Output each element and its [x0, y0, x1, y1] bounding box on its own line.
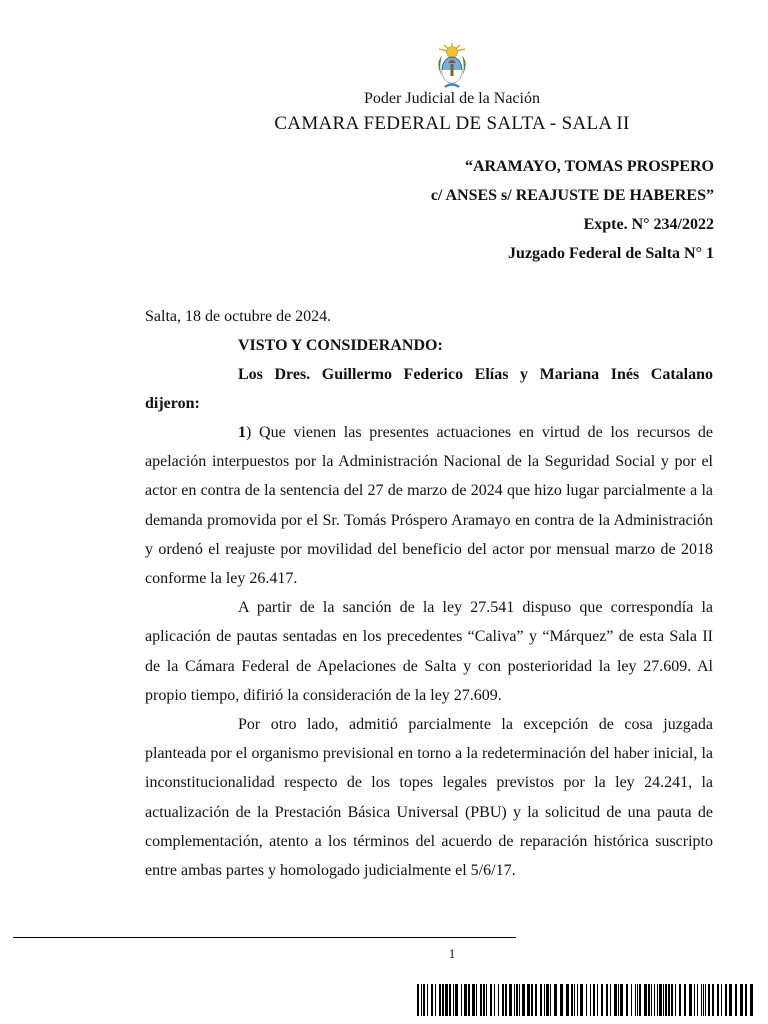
case-parties: “ARAMAYO, TOMAS PROSPERO — [464, 158, 714, 175]
decision-body — [145, 418, 713, 885]
paragraph-1 — [145, 418, 713, 593]
case-subject: c/ ANSES s/ REAJUSTE DE HABERES” — [430, 187, 714, 204]
case-file-number: Expte. N° 234/2022 — [583, 216, 714, 233]
section-heading: VISTO Y CONSIDERANDO: — [238, 337, 443, 354]
judges-line: Los Dres. Guillermo Federico Elías y Mariana Inés Catalano — [238, 366, 713, 383]
footer-divider — [13, 937, 516, 938]
page-number: 1 — [448, 946, 456, 961]
paragraph-2: A partir de la sanción de la ley 27.541 dispuso que correspondía la aplicación de pautas sentadas en los precedentes “Caliva” y “Márquez” de esta Sala II de la Cámara Federal de Apelaciones de Salta y con posterioridad la ley 27.609. Al propio tiempo, difirió la consideración de la ley 27.609. — [145, 599, 713, 704]
paragraph-3: Por otro lado, admitió parcialmente la excepción de cosa juzgada planteada por el organismo previsional en torno a la redeterminación del haber inicial, la inconstitucionalidad respecto de los topes legales previstos por la ley 24.241, la actualización de la Prestación Básica Universal (PBU) y la solicitud de una pauta de complementación, atento a los términos del acuerdo de reparación histórica suscripto entre ambas partes y homologado judicialmente el 5/6/17. — [145, 716, 713, 880]
court-name: Poder Judicial de la Nación — [364, 90, 540, 107]
paragraph-number: 1 — [238, 424, 246, 441]
dijeron-label: dijeron: — [145, 395, 200, 412]
barcode-icon — [417, 984, 755, 1016]
paragraph-1-text: ) Que vienen las presentes actuaciones en virtud de los recursos de apelación interpuestos por la Administración Nacional de la Seguridad Social y por el actor en contra de la sentencia del 27 de marzo de 2024 que hizo lugar parcialmente a la demanda promovida por el Sr. Tomás Próspero Aramayo en contra de la Administración y ordenó el reajuste por movilidad del beneficio del actor por mensual marzo de 2018 conforme la ley 26.417. — [145, 424, 713, 588]
chamber-name: CAMARA FEDERAL DE SALTA - SALA II — [274, 113, 630, 134]
decision-date: Salta, 18 de octubre de 2024. — [145, 308, 332, 325]
lower-court: Juzgado Federal de Salta N° 1 — [508, 245, 714, 262]
coat-of-arms-icon — [434, 42, 470, 90]
